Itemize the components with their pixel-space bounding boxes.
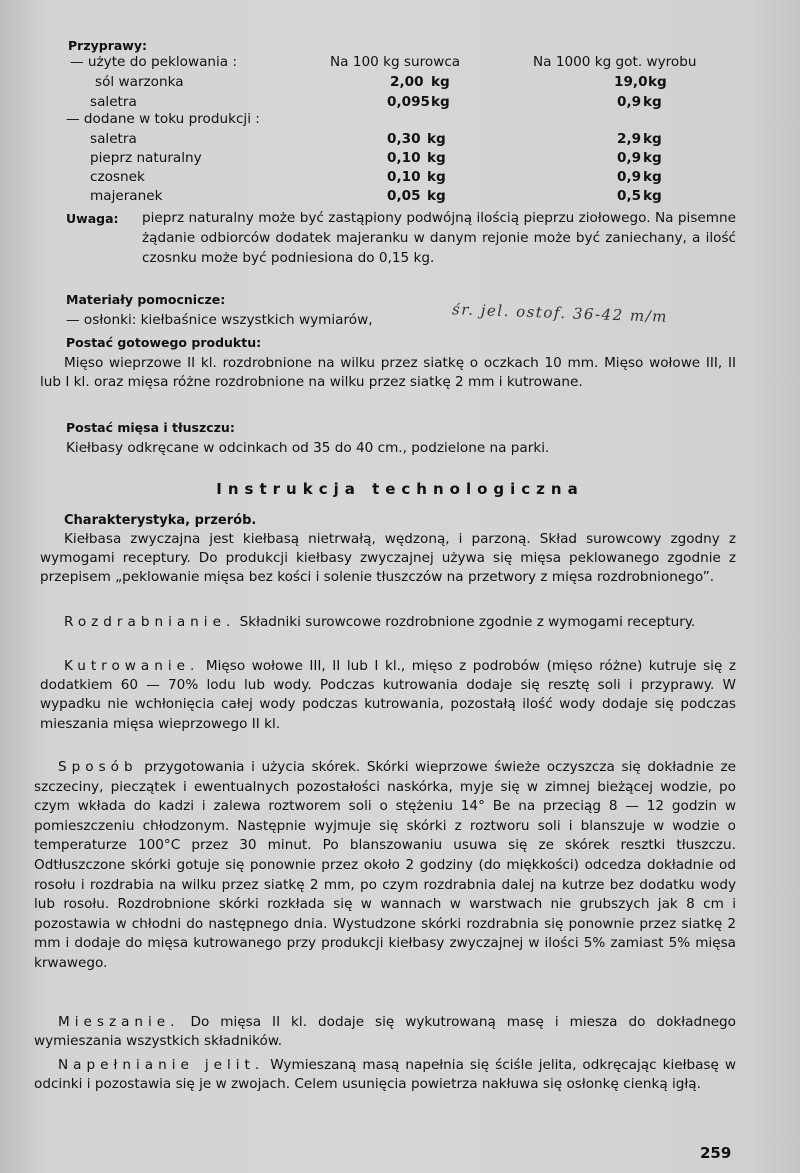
- spice-raw-value: 0,05: [387, 188, 421, 204]
- section-text: Do mięsa II kl. dodaje się wykutrowaną masę i miesza do dokładnego wymieszania wszystkich składników.: [34, 1014, 736, 1050]
- spice-raw-unit: kg: [431, 74, 450, 90]
- spice-raw-value: 0,095: [387, 94, 430, 110]
- section-term: Mieszanie.: [58, 1014, 180, 1030]
- section-term: Sposób: [58, 759, 138, 775]
- aux-header: Materiały pomocnicze:: [66, 292, 226, 307]
- product-form-header: Postać gotowego produktu:: [66, 335, 262, 350]
- spice-raw-unit: kg: [427, 150, 446, 166]
- section-term: Rozdrabnianie.: [64, 614, 236, 630]
- spice-name: saletra: [90, 94, 137, 110]
- spice-prod-unit: kg: [643, 150, 662, 166]
- instruction-title: Instrukcja technologiczna: [216, 480, 584, 498]
- spice-prod-value: 0,5: [617, 188, 642, 204]
- spice-name: saletra: [90, 131, 137, 147]
- spice-row: [0, 149, 800, 168]
- spice-raw-value: 0,10: [387, 150, 421, 166]
- spice-name: majeranek: [90, 188, 163, 204]
- spice-raw-unit: kg: [427, 169, 446, 185]
- col-product-header: Na 1000 kg got. wyrobu: [533, 54, 697, 70]
- spice-raw-unit: kg: [427, 188, 446, 204]
- spice-row: [0, 73, 800, 92]
- spice-prod-unit: kg: [643, 94, 662, 110]
- section-text: Wymieszaną masą napełnia się ściśle jelita, odkręcając kiełbasę w odcinki i pozostawia się je w zwojach. Celem usunięcia powietrza nakłuwa się osłonkę cienką igłą.: [34, 1057, 737, 1093]
- spice-raw-value: 2,00: [390, 74, 424, 90]
- spice-raw-unit: kg: [431, 94, 450, 110]
- product-form-text: Mięso wieprzowe II kl. rozdrobnione na wilku przez siatkę o oczkach 10 mm. Mięso wołowe III, II lub I kl. oraz mięsa różne rozdrobnione na wilku przez siatkę 2 mm i kutrowane.: [40, 355, 736, 391]
- section-text: Mięso wołowe III, II lub I kl., mięso z podrobów (mięso różne) kutruje się z dodatkiem 60 — 70% lodu lub wody. Podczas kutrowania dodaje się resztę soli i przyprawy. W wypadku nie wchłonięcia całej wody podczas kutrowania, pozostałą ilość wody dodaje się podczas mieszania mięsa wieprzowego II kl.: [40, 658, 737, 732]
- spices-header: Przyprawy:: [68, 38, 147, 53]
- spice-prod-unit: kg: [643, 131, 662, 147]
- spice-prod-unit: kg: [643, 188, 662, 204]
- section-term: Napełnianie jelit.: [58, 1057, 265, 1073]
- characteristics-text: Kiełbasa zwyczajna jest kiełbasą nietrwałą, wędzoną, i parzoną. Skład surowcowy zgodny z wymogami receptury. Do produkcji kiełbasy zwyczajnej używa się mięsa peklowanego zgodnie z przepisem „peklowanie mięsa bez kości i solenie tłuszczów na przetwory z mięsa rozdrobnionego”.: [40, 531, 736, 586]
- spice-prod-unit: kg: [648, 74, 667, 90]
- page-number: 259: [700, 1144, 732, 1162]
- spice-name: sól warzonka: [95, 74, 184, 90]
- spice-row: [0, 130, 800, 149]
- spice-name: pieprz naturalny: [90, 150, 202, 166]
- characteristics-header: Charakterystyka, przerób.: [64, 513, 257, 528]
- spice-raw-value: 0,10: [387, 169, 421, 185]
- section-kutrowanie: [40, 657, 736, 734]
- spice-row: [0, 187, 800, 206]
- spice-row: [0, 168, 800, 187]
- meat-fat-form-header: Postać mięsa i tłuszczu:: [66, 420, 235, 435]
- section-text: Składniki surowcowe rozdrobnione zgodnie z wymogami receptury.: [239, 614, 696, 630]
- spice-prod-value: 19,0: [614, 74, 648, 90]
- col-raw-header: Na 100 kg surowca: [330, 54, 461, 70]
- note-text: pieprz naturalny może być zastąpiony podwójną ilością pieprzu ziołowego. Na pisemne żądanie odbiorców dodatek majeranku w danym rejonie może być zaniechany, a ilość czosnku może być podniesiona do 0,15 kg.: [142, 210, 736, 266]
- used-for-curing-label: — użyte do peklowania :: [70, 54, 238, 70]
- spice-prod-unit: kg: [643, 169, 662, 185]
- spice-prod-value: 0,9: [617, 169, 642, 185]
- section-mieszanie: [34, 1013, 736, 1051]
- spice-raw-unit: kg: [427, 131, 446, 147]
- spice-prod-value: 2,9: [617, 131, 642, 147]
- note-label: Uwaga:: [66, 211, 119, 226]
- section-text: przygotowania i użycia skórek. Skórki wieprzowe świeże oczyszcza się dokładnie ze szczeciny, pieczątek i ewentualnych pozostałości naskórka, myje się w zimnej bieżącej wodzie, po czym wkłada do kadzi i zalewa roztworem soli o stężeniu 14° Be na przeciąg 8 — 12 godzin w pomieszczeniu chłodzonym. Następnie wyjmuje się skórki z roztworu soli i blanszuje w wodzie o temperaturze 100°C przez 30 minut. Po blanszowaniu usuwa się ze skórek resztki tłuszczu. Odtłuszczone skórki gotuje się ponownie przez około 2 godziny (do miękkości) odcedza dokładnie od rosołu i rozdrabia na wilku przez siatkę 2 mm, po czym rozdrabnia dalej na kutrze bez dodatku wody lub rosołu. Rozdrobnione skórki rozkłada się w wannach w warstwach nie grubszych jak 8 cm i pozostawia w chłodni do następnego dnia. Wystudzone skórki rozdrabnia się ponownie przez siatkę 2 mm i dodaje do mięsa kutrowanego przy produkcji kiełbasy zwyczajnej w ilości 5% zamiast 5% mięsa krwawego.: [34, 759, 736, 971]
- section-rozdrabnianie: [40, 613, 736, 632]
- spice-name: czosnek: [90, 169, 145, 185]
- spice-prod-value: 0,9: [617, 150, 642, 166]
- added-in-production-label: — dodane w toku produkcji :: [66, 111, 260, 127]
- section-napelnianie: [34, 1056, 736, 1094]
- section-sposob: [34, 758, 736, 974]
- spice-prod-value: 0,9: [617, 94, 642, 110]
- spice-raw-value: 0,30: [387, 131, 421, 147]
- casings-text: — osłonki: kiełbaśnice wszystkich wymiarów,: [66, 312, 373, 328]
- meat-fat-form-text: Kiełbasy odkręcane w odcinkach od 35 do 40 cm., podzielone na parki.: [66, 440, 550, 456]
- section-term: Kutrowanie.: [64, 658, 200, 674]
- handwritten-note: śr. jel. ostof. 36-42 m/m: [451, 300, 669, 326]
